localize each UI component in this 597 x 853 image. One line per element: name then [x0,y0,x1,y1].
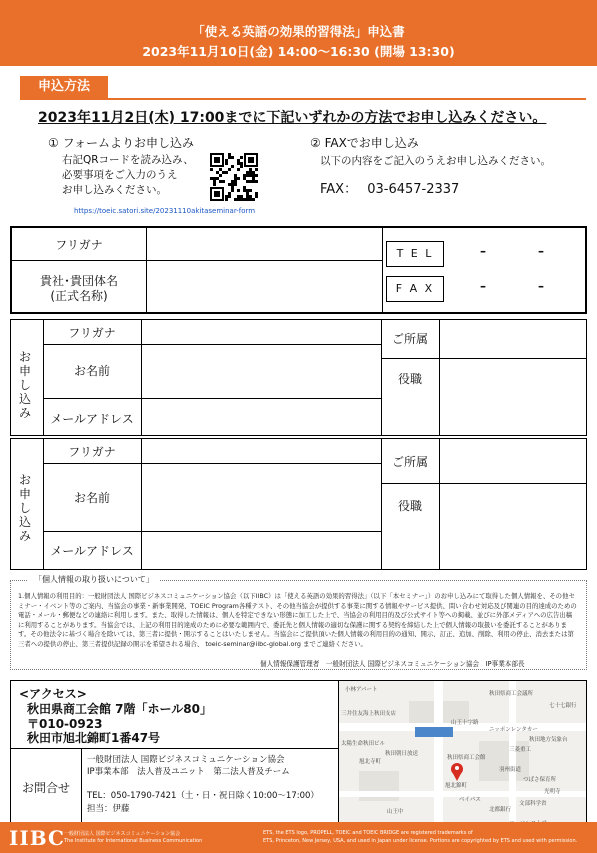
header-banner [0,0,597,66]
map-label: ベイパス [459,797,481,803]
venue-address: 秋田市旭北錦町1番47号 [27,731,161,745]
footer-trademark-2: ETS, Princeton, New Jersey, USA, and used in Japan under license. Portions are copyrighted by ETS and used with permission. [263,838,578,844]
applicant-1-name-label: お名前 [73,364,110,378]
contact-person: 担当：伊藤 [87,804,130,814]
applicant-2-email-field[interactable] [143,533,379,568]
map-label: 北都銀行 [489,807,512,813]
venue-map[interactable] [338,680,587,828]
tel-label: T E L [386,241,444,267]
applicant-1-side-label: お 申 し 込 み [19,350,32,420]
contact-label: お問合せ [21,781,70,795]
footer-org-en: The Institute for International Business Communication [64,838,203,844]
map-label: 秋田県商工会館 [447,755,486,761]
footer-org-jp: 一般財団法人 国際ビジネスコミュニケーション協会 [64,831,181,837]
map-label: 秋田県商工会議所 [489,691,534,697]
map-label: 光明寺 [544,789,561,795]
access-heading: <アクセス> [19,687,87,701]
form-option-heading: ① フォームよりお申し込み [48,136,194,150]
fax-dash-1: – [480,279,486,293]
footer-trademark-1: ETS, the ETS logo, PROPELL, TOEIC and TOEIC BRIDGE are registered trademarks of [263,830,473,836]
map-label: 三井住友海上秋田支店 [341,711,397,717]
event-datetime: 2023年11月10日(金) 14:00〜16:30 (開場 13:30) [142,44,455,59]
map-label: 太陽生命秋田ビル [341,741,386,747]
applicant-2-name-field[interactable] [143,465,379,530]
form-title: 「使える英語の効果的習得法」申込書 [192,24,405,39]
applicant-2-position-label: 役職 [397,499,422,513]
applicant-2-position-field[interactable] [441,485,586,568]
map-label: 山王中 [387,809,404,815]
fax-option-heading: ② FAXでお申し込み [310,136,419,150]
map-label: 旭北錦町 [445,783,468,789]
applicant-1-email-label: メールアドレス [50,412,134,426]
tel-dash-1: – [480,244,486,258]
fax-dash-2: – [538,279,544,293]
applicant-1-dept-field[interactable] [441,321,586,357]
iibc-logo: IIBC [9,826,65,850]
map-label: 七十七銀行 [549,703,577,709]
venue-postal: 〒010-0923 [27,717,103,731]
company-form [10,226,587,314]
map-label: 秋田地方気象台 [529,737,568,743]
applicant-2-name-label: お名前 [73,491,110,505]
company-furigana-label: フリガナ [55,238,103,252]
map-label: 羽州街道 [499,767,522,773]
form-url-link[interactable]: https://toeic.satori.site/20231110akitaseminar-form [74,207,256,215]
form-option-line1: 右記QRコードを読み込み、 [62,154,194,166]
applicant-2-email-label: メールアドレス [50,544,134,558]
contact-tel: TEL：050-1790-7421（土・日・祝日除く10:00〜17:00） [87,791,319,801]
map-label: 三菱重工 [509,747,532,753]
applicant-1-email-field[interactable] [143,400,379,434]
applicant-1-dept-label: ご所属 [391,332,428,346]
applicant-form-1 [10,319,587,436]
tel-field[interactable] [446,240,584,268]
company-name-field[interactable] [148,262,380,310]
applicant-2-dept-field[interactable] [441,440,586,482]
applicant-2-dept-label: ご所属 [391,455,428,469]
access-contact-box [10,680,340,828]
tel-dash-2: – [538,244,544,258]
fax-number-label: FAX： [320,182,358,197]
map-label: 文部科学省 [519,801,547,807]
company-name-sublabel: (正式名称) [50,289,108,303]
privacy-body: 1.個人情報の利用目的：一般財団法人 国際ビジネスコミュニケーション協会（以下IIBC）は「使える英語の効果的習得法」（以下「本セミナー」）のお申し込みにて取得した個人情報を、その他セミナー・イベント等のご案内、当協会の事業・新事業開発、TOEIC Program各種テスト、その他当協会が提供する事業に関する情報やサービス提供、問い合わせ対応及び関連の目的達成のための電話・メール・郵便などの連絡に利用します。また、取得した情報は、個人を特定できない形態に加工した上で、当協会の利用目的及び公式サイト等への掲載、並びに外部メディアへの広告出稿に利用することがあります。当協会では、上記の利用目的達成のために必要な範囲内で、委託先と個人情報の適切な保護に関する契約を締結した上で個人情報の取扱いを委託することがあります。その他法令に基づく場合を除いては、第三者に提供・開示することはいたしません。当協会にご提供頂いた個人情報の利用目的の通知、開示、訂正、追加、削除、利用の停止、消去または第三者への提供の停止、第三者提供記録の開示を希望される場合、 toeic-seminar@iibc-global.org までご連絡ください。 [18,592,577,648]
privacy-title: 「個人情報の取り扱いについて」 [28,574,160,585]
qr-code[interactable] [210,153,258,201]
company-furigana-field[interactable] [148,230,380,258]
fax-option-line1: 以下の内容をご記入のうえお申し込みください。 [320,155,551,167]
map-label: 山王十字路 [451,720,479,726]
company-name-label: 貴社･貴団体名 [39,274,118,288]
fax-number-row [320,178,459,197]
applicant-1-position-field[interactable] [441,360,586,434]
privacy-signature: 個人情報保護管理者 一般財団法人 国際ビジネスコミュニケーション協会 IP事業本部長 [260,660,525,668]
method-tab: 申込方法 [20,76,108,98]
applicant-1-furigana-field[interactable] [143,321,379,343]
contact-org: 一般財団法人 国際ビジネスコミュニケーション協会 [87,755,285,765]
map-label: ニッポンレンタカー [489,727,538,733]
contact-dept: IP事業本部 法人普及ユニット 第二法人普及チーム [87,767,290,777]
applicant-1-furigana-label: フリガナ [68,326,116,340]
method-divider [20,98,586,100]
form-option-line2: 必要事項をご入力のうえ [62,169,178,181]
applicant-1-name-field[interactable] [143,346,379,397]
applicant-2-furigana-field[interactable] [143,440,379,462]
deadline-text: 2023年11月2日(木) 17:00までに下記いずれかの方法でお申し込みください。 [38,110,547,126]
applicant-1-position-label: 役職 [397,372,422,386]
applicant-2-furigana-label: フリガナ [68,445,116,459]
fax-field[interactable] [446,275,584,303]
fax-label: F A X [386,276,444,302]
fax-number: 03-6457-2337 [367,182,460,197]
map-label: つばさ保育所 [523,777,557,783]
applicant-2-side-label: お 申 し 込 み [19,473,32,543]
map-label: 秋田朝日放送 [385,751,419,757]
map-label: 旭北寺町 [359,759,382,765]
form-option-line3: お申し込みください。 [62,184,167,196]
venue-name: 秋田県商工会館 7階「ホール80」 [27,702,212,716]
applicant-form-2 [10,438,587,570]
map-label: 小林アパート [345,687,378,693]
